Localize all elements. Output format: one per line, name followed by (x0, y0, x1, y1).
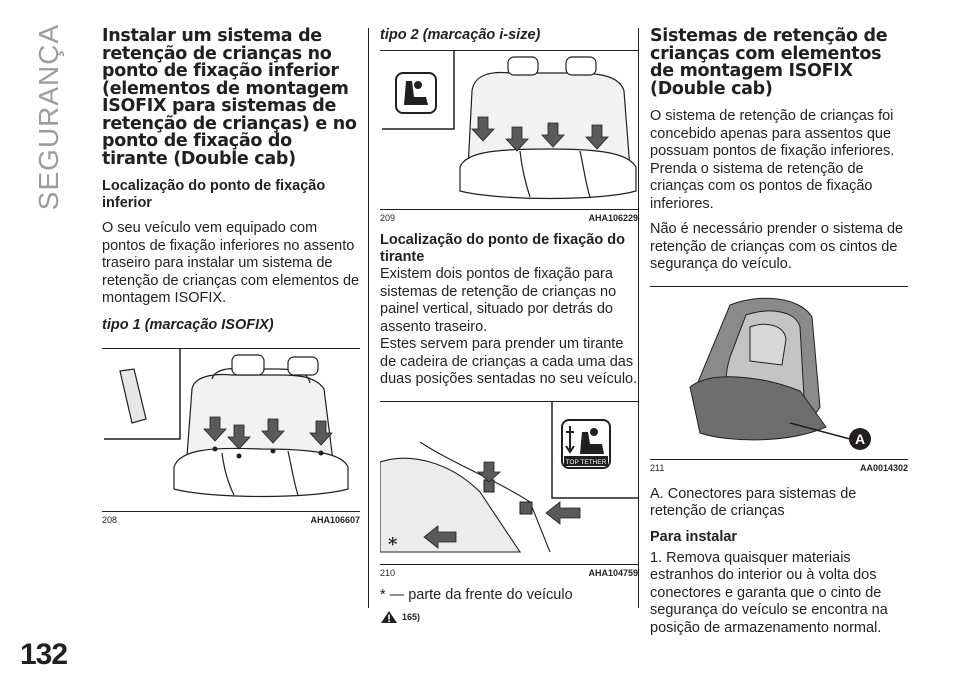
paragraph: Estes servem para prender um tirante de cadeira de crianças a cada uma das duas posições sentadas no seu veículo. (380, 336, 638, 387)
section-title: Instalar um sistema de retenção de crianças no ponto de fixação inferior (elementos de montagem ISOFIX para sistemas de retenção de crianças) e no ponto de fixação do tirante (Double cab) (102, 26, 357, 169)
column-3 (650, 28, 908, 637)
top-tether-illustration (380, 402, 638, 564)
rear-seat-isofix-illustration (102, 349, 360, 511)
page-number: 132 (20, 638, 68, 671)
section-side-tab (26, 12, 72, 222)
figure-number: 210 (380, 567, 396, 578)
callout-a: A (854, 430, 866, 447)
subheading: Localização do ponto de fixação do tirante (380, 232, 625, 265)
figure-210 (380, 401, 638, 581)
warning-ref-number: 165) (402, 612, 421, 622)
figure-number: 211 (650, 462, 665, 473)
figure-number: 208 (102, 514, 118, 525)
figure-legend: A. Conectores para sistemas de retenção de crianças (650, 485, 857, 519)
warning-reference (380, 610, 638, 624)
figure-code: AA0014302 (859, 462, 908, 473)
figure-code: AHA106607 (310, 514, 360, 525)
paragraph: O sistema de retenção de crianças foi concebido apenas para assentos que possuam pontos de fixação inferiores. Prenda o sistema de retenção de crianças com os pontos de fixação inferiores. (650, 108, 895, 212)
figure-code: AHA106229 (588, 213, 638, 223)
step-1: 1. Remova quaisquer materiais estranhos do interior ou à volta dos conectores e garanta que o cinto de segurança do veículo se encontra na posição de armazenamento normal. (650, 549, 888, 636)
figure-caption: tipo 2 (marcação i-size) (380, 27, 541, 43)
figure-209 (380, 50, 638, 226)
paragraph: O seu veículo vem equipado com pontos de fixação inferiores no assento traseiro para instalar um sistema de retenção de crianças com elementos de montagem ISOFIX. (102, 220, 360, 306)
rear-seat-isize-illustration (380, 51, 638, 209)
section-title: Sistemas de retenção de crianças com elementos de montagem ISOFIX (Double cab) (650, 26, 888, 99)
asterisk-label: * (388, 533, 398, 555)
column-2 (380, 28, 638, 624)
column-divider (638, 28, 639, 608)
child-seat (690, 298, 826, 440)
paragraph: Existem dois pontos de fixação para sistemas de retenção de crianças no painel vertical, situado por detrás do assento traseiro. (380, 266, 617, 335)
subheading: Localização do ponto de fixação inferior (102, 178, 326, 211)
subheading: Para instalar (650, 528, 738, 545)
figure-number: 209 (380, 213, 396, 223)
tether-label: TOP TETHER (565, 458, 607, 466)
column-1 (102, 28, 360, 528)
figure-code: AHA104759 (588, 567, 638, 578)
paragraph: Não é necessário prender o sistema de retenção de crianças com os cintos de segurança do veículo. (650, 221, 904, 272)
footnote: * — parte da frente do veículo (380, 586, 573, 603)
figure-211 (650, 286, 908, 476)
top-tether-icon (562, 420, 610, 468)
column-divider (368, 28, 369, 608)
isofix-child-seat-illustration (650, 287, 908, 459)
figure-208 (102, 348, 360, 528)
figure-caption: tipo 1 (marcação ISOFIX) (102, 316, 274, 333)
warning-triangle-icon (380, 610, 398, 624)
side-tab-label: SEGURANÇA (33, 23, 64, 211)
isize-icon (396, 73, 436, 113)
